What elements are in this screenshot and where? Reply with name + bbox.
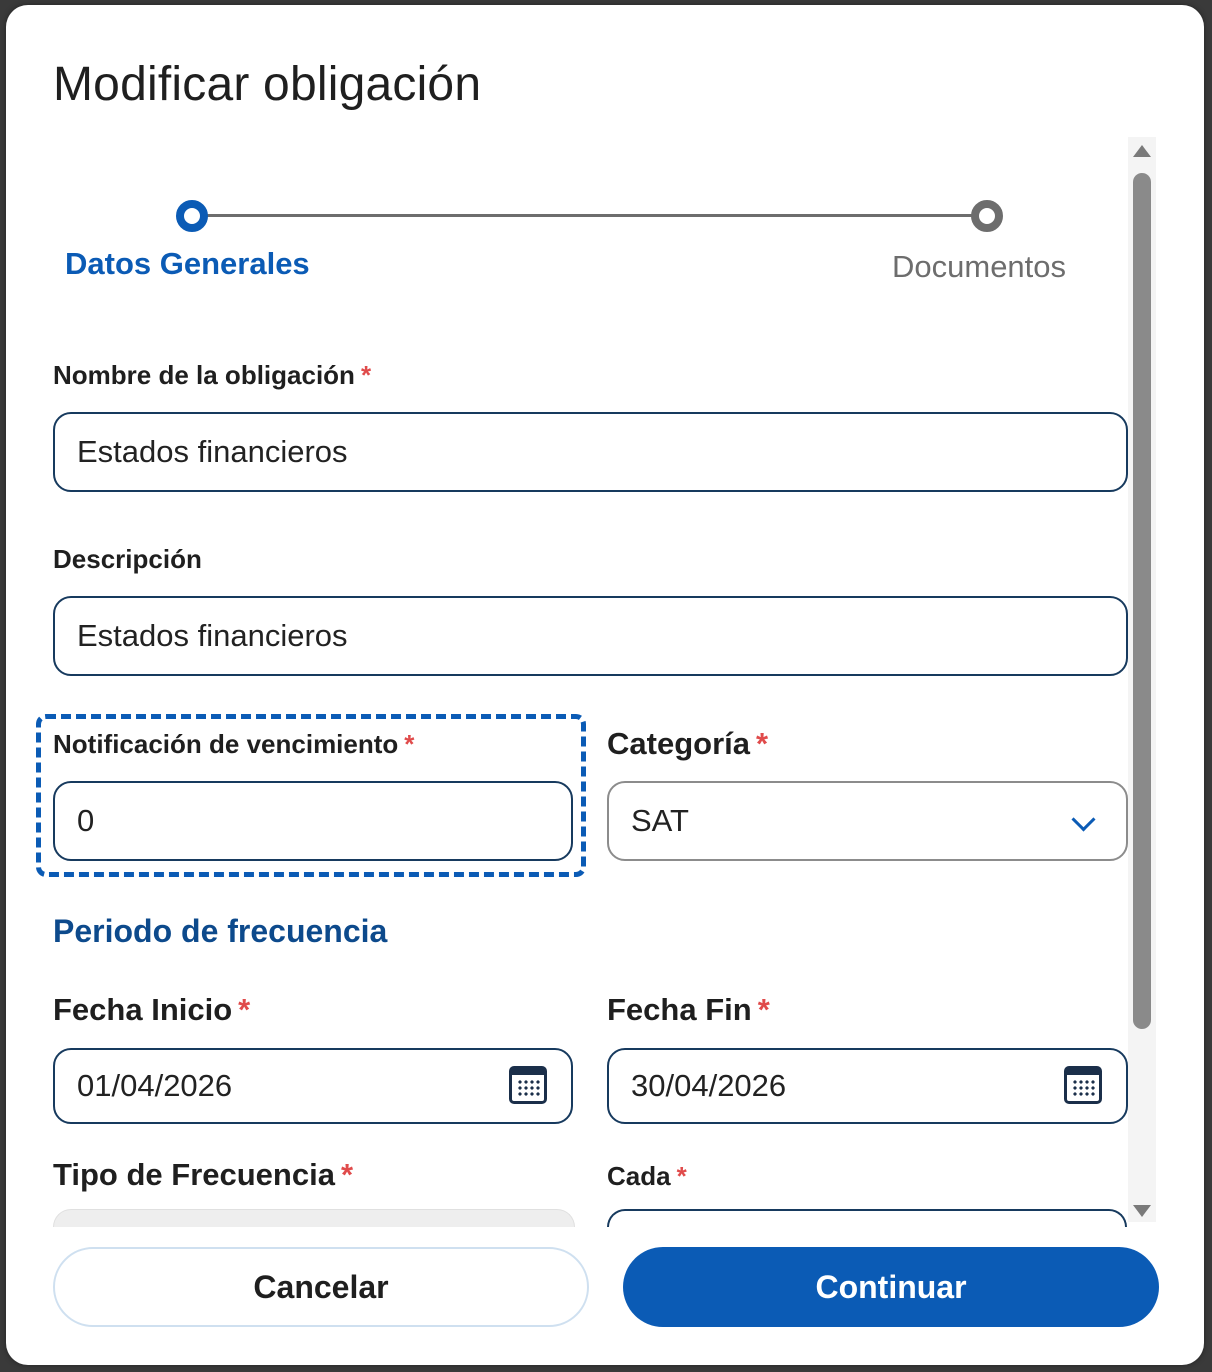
categoria-select[interactable]: SAT <box>607 781 1128 861</box>
fecha-inicio-label: Fecha Inicio * <box>53 992 251 1027</box>
descripcion-input[interactable]: Estados financieros <box>53 596 1128 676</box>
dialog-scroll-area[interactable] <box>6 135 1204 1227</box>
continue-button[interactable]: Continuar <box>623 1247 1159 1327</box>
required-mark: * <box>238 992 251 1027</box>
nombre-input[interactable]: Estados financieros <box>53 412 1128 492</box>
required-mark: * <box>360 360 372 390</box>
tipo-frecuencia-select[interactable] <box>53 1209 575 1227</box>
required-mark: * <box>340 1157 354 1192</box>
periodo-section-title: Periodo de frecuencia <box>53 913 388 949</box>
modal-dialog <box>6 5 1204 1365</box>
step-dot-documentos[interactable] <box>971 200 1003 232</box>
fecha-fin-input[interactable]: 30/04/2026 <box>607 1048 1128 1124</box>
required-mark: * <box>676 1161 687 1191</box>
calendar-icon[interactable] <box>1064 1066 1102 1104</box>
required-mark: * <box>757 992 770 1027</box>
descripcion-label: Descripción <box>53 544 202 574</box>
step-dot-datos-generales[interactable] <box>176 200 208 232</box>
tipo-frecuencia-label: Tipo de Frecuencia * <box>53 1157 354 1192</box>
cada-label: Cada * <box>607 1161 687 1191</box>
nombre-label: Nombre de la obligación * <box>53 360 372 390</box>
stepper-line <box>193 214 987 217</box>
fecha-fin-label: Fecha Fin * <box>607 992 770 1027</box>
step-label-datos-generales[interactable]: Datos Generales <box>65 246 310 281</box>
scroll-down-arrow-icon[interactable] <box>1133 1205 1151 1217</box>
scrollbar-thumb[interactable] <box>1133 173 1151 1029</box>
step-label-documentos[interactable]: Documentos <box>892 249 1067 284</box>
cancel-button[interactable]: Cancelar <box>53 1247 589 1327</box>
calendar-icon[interactable] <box>509 1066 547 1104</box>
scroll-up-arrow-icon[interactable] <box>1133 145 1151 157</box>
cada-input[interactable] <box>607 1209 1127 1227</box>
notificacion-label: Notificación de vencimiento * <box>53 729 415 759</box>
categoria-label: Categoría * <box>607 726 769 761</box>
fecha-inicio-input[interactable]: 01/04/2026 <box>53 1048 573 1124</box>
notificacion-input[interactable]: 0 <box>53 781 573 861</box>
dialog-title: Modificar obligación <box>53 58 482 111</box>
required-mark: * <box>755 726 769 761</box>
chevron-down-icon[interactable] <box>1071 807 1095 831</box>
required-mark: * <box>404 729 415 759</box>
